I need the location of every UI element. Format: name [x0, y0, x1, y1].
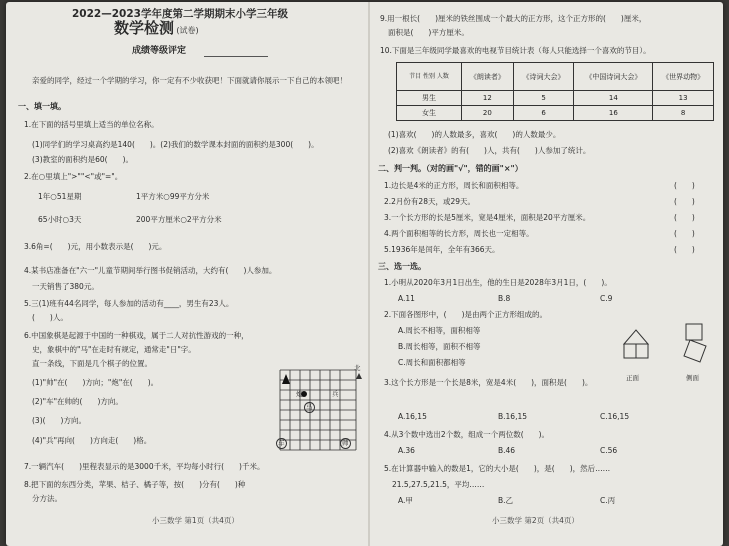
q4: 4.某书店准备在"六一"儿童节期间举行图书促销活动，大约有( )人参加。 [24, 266, 277, 275]
choice-2-c: C.周长和面积都相等 [398, 358, 466, 367]
q2d: 200平方厘米○2平方分米 [136, 215, 222, 224]
table-cell: 16 [574, 106, 653, 121]
shape-label-side: 侧面 [686, 374, 699, 382]
choice-1-a: A.11 [398, 294, 415, 303]
tv-table [396, 62, 714, 121]
choice-2: 2.下面各图形中，( )是由两个正方形组成的。 [384, 310, 548, 319]
table-cell: 女生 [397, 106, 462, 121]
judge-1-mark: ( ) [674, 181, 695, 190]
north-label: 北 [354, 364, 361, 372]
table-header-cell: 《世界动物》 [653, 63, 714, 91]
q6g: (4)"兵"再向( )方向走( )格。 [32, 436, 152, 445]
q8: 8.把下面的东西分类，苹果、桔子、橘子等，按( )分有( )种 [24, 480, 246, 489]
exam-title-wrap [114, 19, 199, 37]
section1-title: 一、填一填。 [18, 102, 66, 111]
footer-page2: 小三数学 第2页（共4页） [492, 516, 579, 525]
table-cell: 5 [513, 91, 574, 106]
q1: 1.在下面的括号里填上适当的单位名称。 [24, 120, 159, 129]
q9b: 面积是( )平方厘米。 [388, 28, 469, 37]
q1a: (1)同学们的学习桌高约是140( )。(2)我们的数学课本封面的面积约是300( )。 [32, 140, 319, 149]
choice-3-c: C.16,15 [600, 412, 630, 421]
choice-5: 5.在计算器中输入的数是1，它的大小是( )，是( )，然后…… [384, 464, 611, 473]
choice-1-b: B.8 [498, 294, 511, 303]
q3: 3.6角=( )元，用小数表示是( )元。 [24, 242, 167, 251]
exam-title: 数学检测 [114, 19, 175, 37]
piece-pao: 炮 [296, 390, 303, 398]
exam-title-note: (试卷) [176, 26, 199, 35]
q7: 7.一辆汽车( )里程表显示的是3000千米，平均每小时行( )千米。 [24, 462, 265, 471]
intro-text: 亲爱的同学，经过一个学期的学习，你一定有不少收获吧！下面就请你展示一下自己的本领吧！ [32, 76, 347, 85]
q5: 5.三(1)班有44名同学，每人参加的活动有____，男生有23人。 [24, 299, 234, 308]
table-header-cell: 《中国诗词大会》 [574, 63, 653, 91]
table-header-cell: 《朗读者》 [462, 63, 514, 91]
judge-4: 4.两个面积相等的长方形，周长也一定相等。 [384, 229, 534, 238]
table-cell: 8 [653, 106, 714, 121]
judge-4-mark: ( ) [674, 229, 695, 238]
table-cell: 14 [574, 91, 653, 106]
choice-3: 3.这个长方形是一个长是8米，宽是4米( )，面积是( )。 [384, 378, 593, 387]
page-fold [368, 2, 370, 546]
judge-5: 5.1936年是闰年，全年有366天。 [384, 245, 500, 254]
q8b: 分方法。 [32, 494, 62, 503]
choice-4: 4.从3个数中选出2个数，组成一个两位数( )。 [384, 430, 550, 439]
judge-1: 1.边长是4米的正方形，周长和面积相等。 [384, 181, 524, 190]
exam-paper [6, 2, 723, 546]
section2-title: 二、判一判。（对的画"√"，错的画"×"） [378, 164, 523, 173]
section3-title: 三、选一选。 [378, 262, 426, 271]
q6d: (1)"帅"在( )方向；"炮"在( )。 [32, 378, 159, 387]
table-row [397, 106, 714, 121]
north-arrow-icon [356, 373, 362, 379]
judge-2-mark: ( ) [674, 197, 695, 206]
shape-label-front: 正面 [626, 374, 639, 382]
choice-5-a-opt: A.甲 [398, 496, 413, 505]
choice-2-b: B.周长相等，面积不相等 [398, 342, 481, 351]
table-header-cell: 《诗词大会》 [513, 63, 574, 91]
table-cell: 13 [653, 91, 714, 106]
footer-page1: 小三数学 第1页（共4页） [152, 516, 239, 525]
choice-3-a: A.16,15 [398, 412, 427, 421]
q10a: (1)喜欢( )的人数最多，喜欢( )的人数最少。 [388, 130, 561, 139]
piece-che: 车 [278, 439, 285, 447]
choice-4-c: C.56 [600, 446, 618, 455]
choice-1: 1.小明从2020年3月1日出生，他的生日是2028年3月1日，( )。 [384, 278, 612, 287]
q10b: (2)喜欢《朗读者》的有( )人，共有( )人参加了统计。 [388, 146, 591, 155]
grade-line [204, 56, 268, 57]
choice-5-b-opt: B.乙 [498, 496, 514, 505]
table-cell: 20 [462, 106, 514, 121]
q6: 6.中国象棋是起源于中国的一种棋戏，属于二人对抗性游戏的一种， [24, 331, 249, 340]
left-page [14, 2, 366, 546]
q6c: 直一条线，下面是几个棋子的位置。 [32, 359, 152, 368]
table-corner-cell: 节目 性别 人数 [397, 63, 462, 91]
table-cell: 6 [513, 106, 574, 121]
q5b: ( )人。 [32, 313, 68, 322]
triangle-marker [282, 374, 290, 384]
q9: 9.用一根长( )厘米的铁丝围成一个最大的正方形，这个正方形的( )厘米， [380, 14, 647, 23]
choice-5-c-opt: C.丙 [600, 496, 616, 505]
q10: 10.下面是三年级同学最喜欢的电视节目统计表（每人只能选择一个喜欢的节目）。 [380, 46, 651, 55]
q2a: 1年○51星期 [38, 192, 82, 201]
judge-3-mark: ( ) [674, 213, 695, 222]
piece-bing: 兵 [332, 390, 339, 398]
term-title: 2022—2023学年度第二学期期末小学三年级 [72, 8, 288, 20]
q2c: 65小时○3天 [38, 215, 82, 224]
grade-label: 成绩等级评定 [132, 46, 187, 56]
judge-2: 2.2月份有28天，或29天。 [384, 197, 476, 206]
right-page [374, 2, 720, 546]
choice-4-b: B.46 [498, 446, 516, 455]
q1b: (3)教室的面积约是60( )。 [32, 155, 134, 164]
table-row [397, 91, 714, 106]
piece-ma: 马 [306, 403, 313, 411]
table-cell: 男生 [397, 91, 462, 106]
choice-4-a: A.36 [398, 446, 415, 455]
choice-1-c: C.9 [600, 294, 613, 303]
q6e: (2)"车"在帅的( )方向。 [32, 397, 123, 406]
judge-5-mark: ( ) [674, 245, 695, 254]
choice-3-b: B.16,15 [498, 412, 528, 421]
q6f: (3)( )方向。 [32, 416, 86, 425]
shape-figures [620, 320, 716, 374]
q2: 2.在○里填上">""<"或"="。 [24, 172, 123, 181]
q4b: 一天销售了380元。 [32, 282, 99, 291]
table-header-row [397, 63, 714, 91]
q2b: 1平方米○99平方分米 [136, 192, 210, 201]
piece-shuai: 帅 [342, 439, 349, 447]
judge-3: 3.一个长方形的长是5厘米，宽是4厘米，面积是20平方厘米。 [384, 213, 591, 222]
choice-5-b: 21.5,27.5,21.5，平均…… [392, 480, 485, 489]
table-cell: 12 [462, 91, 514, 106]
choice-2-a: A.周长不相等，面积相等 [398, 326, 481, 335]
q6b: 史，象棋中的"马"在走时有规定，通常走"日"字。 [32, 345, 196, 354]
